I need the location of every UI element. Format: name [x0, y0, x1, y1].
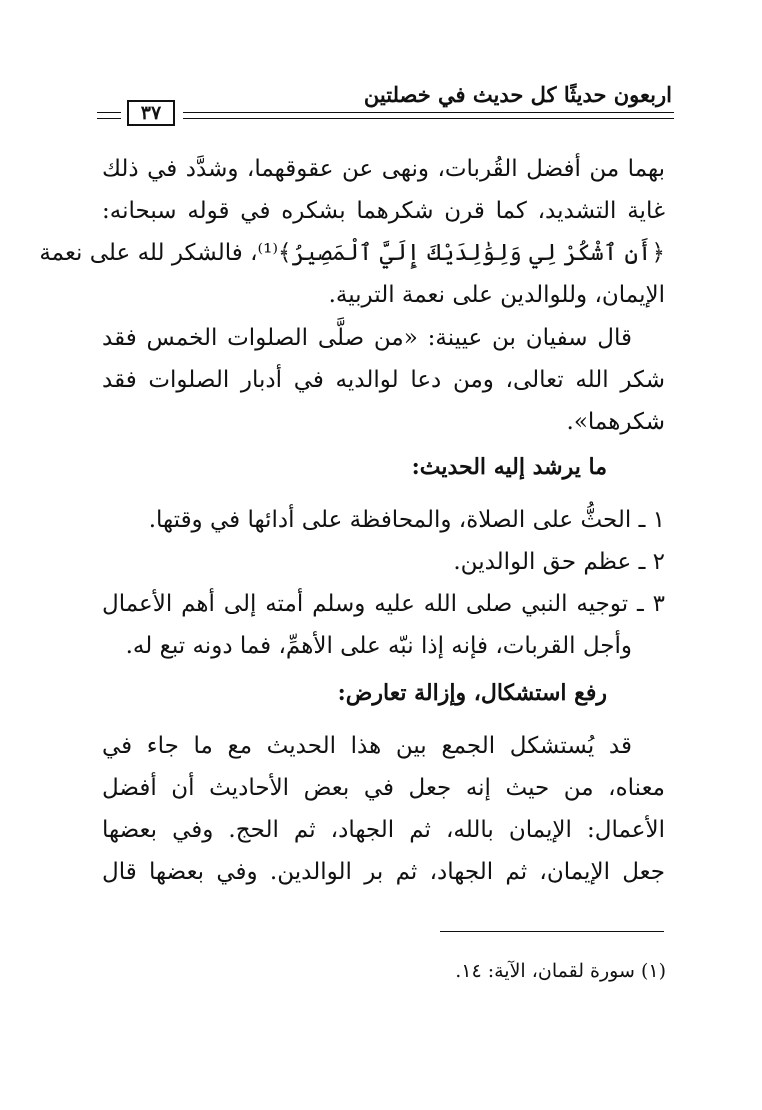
paragraph3-line: قد يُستشكل الجمع بين هذا الحديث مع ما جاء في [102, 733, 632, 759]
header-left-dash-top [97, 112, 121, 113]
paragraph1-line: الإيمان، وللوالدين على نعمة التربية. [328, 282, 665, 308]
paragraph2-line: قال سفيان بن عيينة: «من صلَّى الصلوات الخمس فقد [102, 325, 632, 351]
page-number: ٣٧ [127, 100, 175, 126]
footnote: (١) سورة لقمان، الآية: ١٤. [455, 960, 666, 982]
section-heading: ما يرشد إليه الحديث: [411, 454, 607, 480]
paragraph2-line: شكرهما». [566, 409, 665, 435]
running-title: اربعون حديثًا كل حديث في خصلتين [363, 82, 672, 107]
paragraph3-line: معناه، من حيث إنه جعل في بعض الأحاديث أن أفضل [102, 775, 665, 801]
point-item: ٣ ـ توجيه النبي صلى الله عليه وسلم أمته إلى أهم الأعمال [102, 591, 665, 617]
header-left-dash-bottom [97, 118, 121, 119]
header-rule-top [183, 112, 674, 113]
header-rule-bottom [183, 118, 674, 119]
section-heading: رفع استشكال، وإزالة تعارض: [337, 680, 607, 706]
paragraph3-line: الأعمال: الإيمان بالله، ثم الجهاد، ثم الحج. وفي بعضها [102, 817, 665, 843]
paragraph1-line: ﴿أَنِ ٱشْكُرْ لِي وَلِوَٰلِدَيْكَ إِلَيَّ ٱلْمَصِيرُ﴾⁽¹⁾، فالشكر لله على نعمة [39, 240, 665, 266]
paragraph1-line: غاية التشديد، كما قرن شكرهما بشكره في قوله سبحانه: [102, 198, 665, 224]
point-item: ٢ ـ عظم حق الوالدين. [453, 549, 665, 575]
paragraph1-line: بهما من أفضل القُربات، ونهى عن عقوقهما، وشدَّد في ذلك [102, 156, 665, 182]
paragraph3-line: جعل الإيمان، ثم الجهاد، ثم بر الوالدين. وفي بعضها قال [102, 859, 665, 885]
point-item-continuation: وأجل القربات، فإنه إذا نبّه على الأهمِّ، فما دونه تبع له. [125, 633, 632, 659]
paragraph2-line: شكر الله تعالى، ومن دعا لوالديه في أدبار الصلوات فقد [102, 367, 665, 393]
footnote-rule [440, 931, 664, 932]
point-item: ١ ـ الحثُّ على الصلاة، والمحافظة على أدائها في وقتها. [148, 507, 665, 533]
